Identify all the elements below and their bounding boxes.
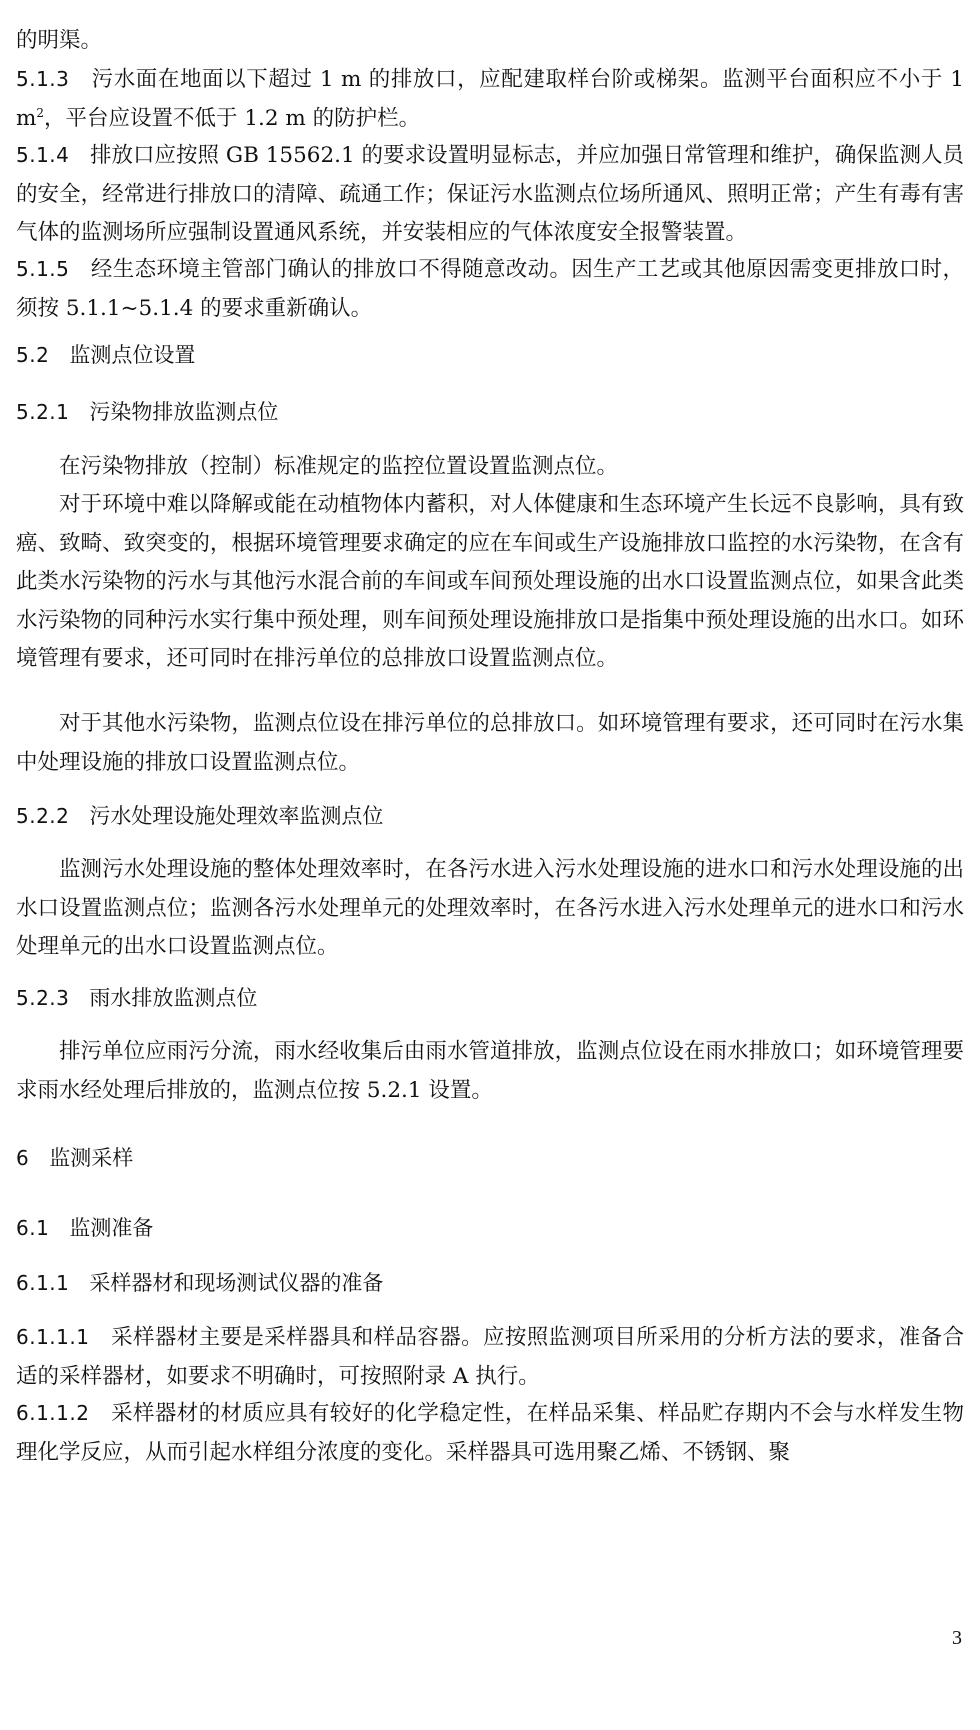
clause-6-1-1-1 [16, 1318, 964, 1396]
clause-number: 6.1.1.1 [16, 1325, 90, 1349]
heading-title: 雨水排放监测点位 [89, 986, 258, 1010]
paragraph-5-2-1-c [16, 705, 964, 782]
heading-5-2-2 [16, 801, 383, 831]
paragraph-continuation [16, 22, 964, 61]
heading-number: 5.2.2 [16, 804, 70, 828]
clause-number: 5.1.3 [16, 67, 70, 91]
clause-text: ，平台应设置不低于 1.2 m 的防护栏。 [44, 105, 421, 131]
heading-6-1-1 [16, 1268, 383, 1298]
heading-number: 5.2.1 [16, 400, 70, 424]
paragraph-text: 对于其他水污染物，监测点位设在排污单位的总排放口。如环境管理有要求，还可同时在污水集中处理设施的排放口设置监测点位。 [16, 711, 964, 775]
heading-title: 监测准备 [69, 1216, 154, 1240]
heading-number: 6 [16, 1146, 30, 1170]
paragraph-text: 排污单位应雨污分流，雨水经收集后由雨水管道排放，监测点位设在雨水排放口；如环境管理要求雨水经处理后排放的，监测点位按 5.2.1 设置。 [16, 1039, 964, 1103]
heading-6-1 [16, 1213, 153, 1243]
paragraph-text: 在污染物排放（控制）标准规定的监控位置设置监测点位。 [59, 454, 619, 479]
superscript: 2 [36, 105, 45, 120]
paragraph-5-2-2 [16, 851, 964, 967]
heading-title: 采样器材和现场测试仪器的准备 [89, 1271, 384, 1295]
clause-text: 经生态环境主管部门确认的排放口不得随意改动。因生产工艺或其他原因需变更排放口时，须按 5.1.1~5.1.4 的要求重新确认。 [16, 257, 964, 321]
paragraph-text: 的明渠。 [16, 28, 103, 53]
clause-5-1-3 [16, 60, 964, 138]
heading-number: 6.1.1 [16, 1271, 70, 1295]
heading-5-2-1 [16, 397, 278, 427]
heading-title: 污水处理设施处理效率监测点位 [89, 804, 384, 828]
clause-text: 排放口应按照 GB 15562.1 的要求设置明显标志，并应加强日常管理和维护，确保监测人员的安全，经常进行排放口的清障、疏通工作；保证污水监测点位场所通风、照明正常；产生有毒有害气体的监测场所应强制设置通风系统，并安装相应的气体浓度安全报警装置。 [16, 143, 964, 245]
heading-title: 监测点位设置 [69, 343, 196, 367]
paragraph-5-2-1-a [16, 448, 964, 487]
clause-text: 污水面在地面以下超过 1 m 的排放口，应配建取样台阶或梯架。监测平台面积应不小于 1 m [16, 67, 964, 131]
clause-5-1-5 [16, 250, 964, 328]
paragraph-text: 对于环境中难以降解或能在动植物体内蓄积，对人体健康和生态环境产生长远不良影响，具有致癌、致畸、致突变的，根据环境管理要求确定的应在车间或生产设施排放口监控的水污染物，在含有此类水污染物的污水与其他污水混合前的车间或车间预处理设施的出水口设置监测点位，如果含此类水污染物的同种污水实行集中预处理，则车间预处理设施排放口是指集中预处理设施的出水口。如环境管理有要求，还可同时在排污单位的总排放口设置监测点位。 [16, 492, 964, 671]
paragraph-5-2-1-b [16, 486, 964, 679]
paragraph-text: 监测污水处理设施的整体处理效率时，在各污水进入污水处理设施的进水口和污水处理设施的出水口设置监测点位；监测各污水处理单元的处理效率时，在各污水进入污水处理单元的进水口和污水处理单元的出水口设置监测点位。 [16, 857, 964, 959]
heading-number: 6.1 [16, 1216, 50, 1240]
heading-title: 监测采样 [49, 1146, 134, 1170]
heading-title: 污染物排放监测点位 [89, 400, 279, 424]
clause-text: 采样器材的材质应具有较好的化学稳定性，在样品采集、样品贮存期内不会与水样发生物理化学反应，从而引起水样组分浓度的变化。采样器具可选用聚乙烯、不锈钢、聚 [16, 1401, 964, 1465]
heading-5-2 [16, 340, 195, 370]
clause-number: 5.1.4 [16, 143, 70, 167]
clause-number: 6.1.1.2 [16, 1401, 90, 1425]
heading-number: 5.2 [16, 343, 50, 367]
heading-5-2-3 [16, 983, 257, 1013]
clause-5-1-4 [16, 136, 964, 253]
paragraph-5-2-3 [16, 1033, 964, 1110]
clause-text: 采样器材主要是采样器具和样品容器。应按照监测项目所采用的分析方法的要求，准备合适的采样器材，如要求不明确时，可按照附录 A 执行。 [16, 1325, 964, 1389]
heading-6 [16, 1143, 133, 1173]
clause-number: 5.1.5 [16, 257, 70, 281]
clause-6-1-1-2 [16, 1394, 964, 1472]
page-number: 3 [952, 1627, 962, 1649]
heading-number: 5.2.3 [16, 986, 70, 1010]
